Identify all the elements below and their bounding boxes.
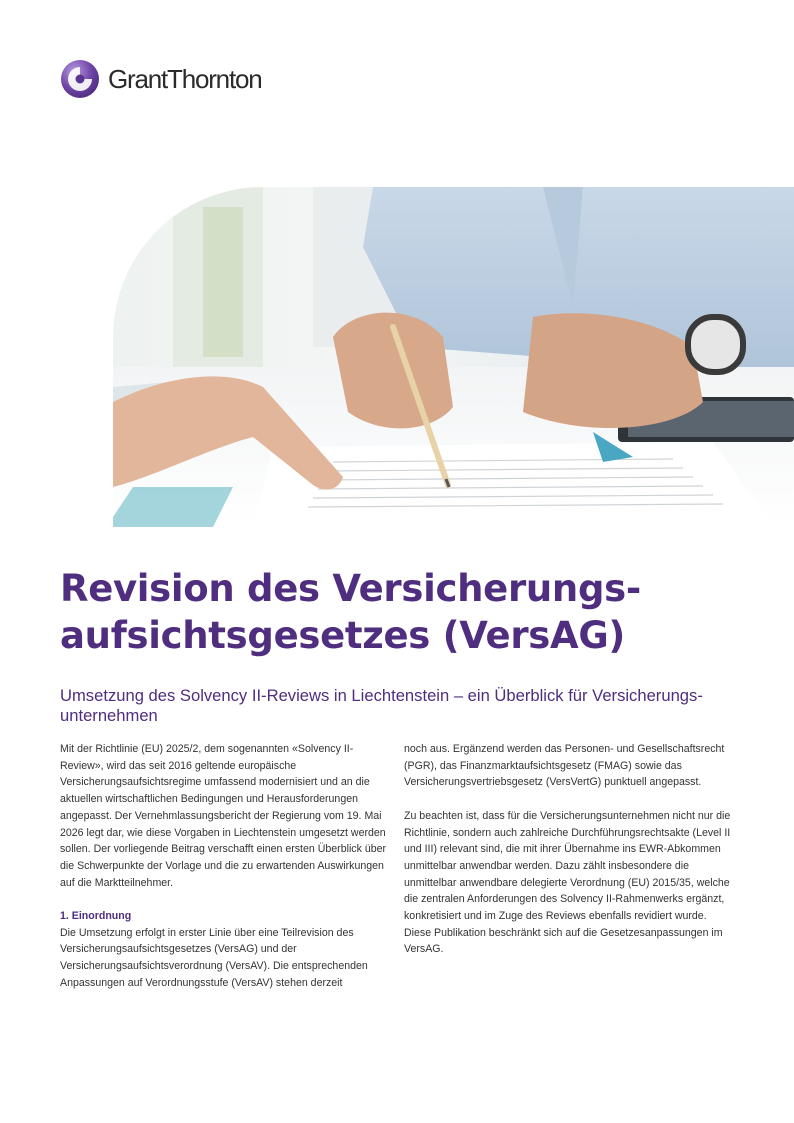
section-heading-einordnung: 1. Einordnung (60, 910, 132, 923)
intro-paragraph: Mit der Richtlinie (EU) 2025/2, dem sogenannten «Solvency II-Review», wird das seit 2016 geltende europäische Versicherungsaufsichtsregime umfassend modernisiert und an die aktuellen wirtschaftlichen Bedingungen und Herausforderungen angepasst. Der Vernehmlassungsbericht der Regierung vom 19. Mai 2026 legt dar, wie diese Vorgaben in Liechtenstein umgesetzt werden sollen. Der vorliegende Beitrag verschafft einen ersten Überblick über die Schwerpunkte der Vorlage und die zu erwartenden Auswirkungen auf die Marktteilnehmer. (60, 743, 387, 889)
right-column (404, 741, 736, 958)
brand-name: GrantThornton (108, 64, 262, 94)
hero-image (113, 187, 794, 527)
page-subtitle: Umsetzung des Solvency II-Reviews in Liechtenstein – ein Überblick für Versicherungs-unternehmen (60, 686, 703, 725)
left-column (60, 741, 392, 992)
page-title (60, 565, 760, 659)
grant-thornton-logo-icon (60, 59, 100, 99)
continuation-paragraph: noch aus. Ergänzend werden das Personen- und Gesellschaftsrecht (PGR), das Finanzmarktaufsichtsgesetz (FMAG) sowie das Versicherungsvertriebsgesetz (VersVertG) punktuell angepasst. (404, 743, 725, 789)
title-line-1: Revision des Versicherungs- (60, 567, 641, 610)
hands-pen-document-photo (113, 187, 794, 527)
title-line-2: aufsichtsgesetzes (VersAG) (60, 614, 626, 657)
brand-logo (60, 59, 290, 101)
section-1-paragraph: Die Umsetzung erfolgt in erster Linie über eine Teilrevision des Versicherungsaufsichtsgesetzes (VersAG) und der Versicherungsaufsichtsverordnung (VersAV). Die entsprechenden Anpassungen auf Verordnungsstufe (VersAV) stehen derzeit (60, 926, 368, 989)
level-2-3-paragraph: Zu beachten ist, dass für die Versicherungsunternehmen nicht nur die Richtlinie, sondern auch zahlreiche Durchführungsrechtsakte (Level II und III) relevant sind, die mit ihrer Übernahme ins EWR-Abkommen unmittelbar anwendbar werden. Dazu zählt insbesondere die unmittelbar anwendbare delegierte Verordnung (EU) 2015/35, welche die zentralen Anforderungen des Solvency II-Rahmenwerks ergänzt, konkretisiert und im Zuge des Reviews ebenfalls revidiert wurde. Diese Publikation beschränkt sich auf die Gesetzesanpassungen im VersAG. (404, 809, 731, 956)
